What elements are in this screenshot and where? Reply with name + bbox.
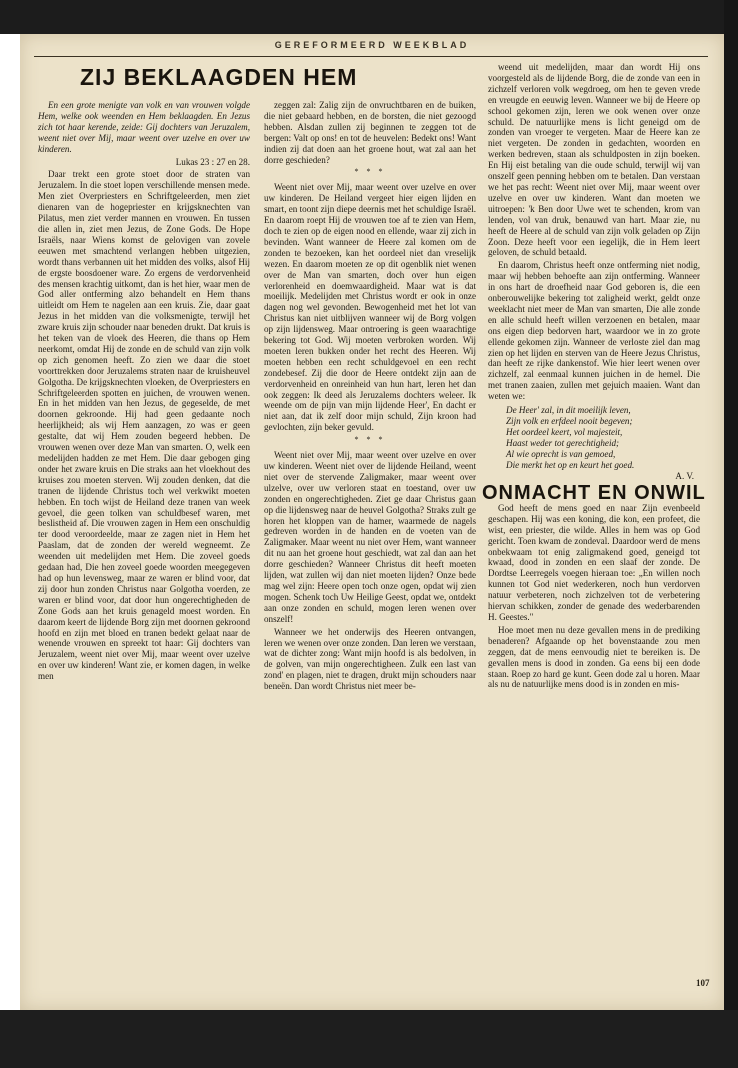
column-2 (264, 100, 476, 694)
paragraph: Wanneer we het onderwijs des Heeren ontvangen, leren we wenen over onze zonden. Dan leren we verstaan, wat de dichter zong: Want mijn hoofd is als bedolven, in de golven, van mijn ongerechtigheen. Zulk een last van zond' en plagen, niet te dragen, drukt mijn schouders naar beneën. Dan wordt Christus niet meer be- (264, 626, 476, 692)
paragraph: zeggen zal: Zalig zijn de onvruchtbaren en de buiken, die niet gebaard hebben, en de borsten, die niet gezoogd hebben. Alsdan zullen zij beginnen te zeggen tot de bergen: Valt op ons! en tot de heuvelen: Bedekt ons! Want indien zij dat doen aan het groene hout, wat zal aan het dorre geschieden? (264, 100, 476, 165)
scan-top-border (0, 0, 738, 34)
poem (506, 405, 700, 471)
page-number: 107 (696, 978, 710, 988)
paragraph: Hoe moet men nu deze gevallen mens in de prediking benaderen? Afgaande op het bovenstaande zou men zeggen, dat de mens eenvoudig niet te bereiken is. De gevallen mens is dood in zonden. Ga eens bij een dode staan. Roep zo hard ge kunt. Geen dode zal u horen. Maar als nu de natuurlijke mens dood is in zonden en mis- (488, 624, 700, 690)
author-signature: A. V. (675, 471, 694, 482)
paragraph: Weent niet over Mij, maar weent over uzelve en over uw kinderen. De Heiland vergeet hier eigen lijden en smart, en toont zijn diepe deernis met het schuldige Israël. En daarom roept Hij de vrouwen toe af te zien van Hem, doch te zien op de eigen nood en ellende, waar zij zich in bevinden. Want wanneer de Heere zal komen om de zonden te bezoeken, kan het oordeel niet dan vreselijk wezen. En daarom moeten ze op dit ogenblik niet wenen over de Man van smarten, doch over hun eigen verlorenheid en doemwaardigheid. Maar wat is dat moeilijk. Medelijden met Christus wordt er ook in onze dagen nog wel gevonden. Bewogenheid met het lot van Christus kan niet uitblijven wanneer wij de Borg volgen op zijn lijdensweg. Maar ontroering is geen waarachtige bekering tot God. Wij moeten verbroken worden. Wij moeten leren bukken onder het recht des Heeren. Wij moeten hebben een recht schuldgevoel en een recht zondebesef. Zij die door de Heere ontdekt zijn aan de verdorvenheid en onreinheid van hun hart, leren het dan ook zeggen: Ik deed als Jeruzalems dochters weleer. Ik weende om de pijn van mijn lijdende Heer', En dacht er niet aan, dat ik zelf door mijn schuld, Zijn kroon had gevlochten, zijn beker gevuld. (264, 182, 476, 433)
running-head: GEREFORMEERD WEEKBLAD (274, 40, 470, 50)
section-separator: * * * (354, 167, 386, 177)
poem-line: Haast weder tot gerechtigheid; (506, 438, 620, 449)
paragraph: Daar trekt een grote stoet door de straten van Jeruzalem. In die stoet lopen verschillende mensen mede. Men ziet Overpriesters en Schriftgeleerden, men ziet dienaren van de hogepriester en krijgsknechten van Pilatus, men ziet verder mannen en vrouwen. En tussen die allen in, ziet men Jezus, de Zone Gods. De Hope Israëls, naar Wiens komst de gelovigen van zovele eeuwen met smachtend verlangen hebben uitgezien, wordt thans verbannen uit het midden des volks, alsof Hij de ergste boosdoener ware. Zo ergens de verdorvenheid des mensen krachtig uitkomt, dan is het hier, waar men de God aller ontferming alzo behandelt en Hem thans uitleidt om Hem te nagelen aan een kruis. Zie, daar gaat Jezus in het midden van die volksmenigte, terwijl het zware kruis zijn schouder naar beneden drukt. Dat kruis is het teken van de vloek des Heeren, die thans op Hem neerkomt, omdat Hij de zonde en de schuld van zijn volk op zich genomen heeft. Zo zien we daar die stoet voorttrekken door Jeruzalems straten naar de kruisheuvel Golgotha. De krijgsknechten vloeken, de Overpriesters en Schriftgeleerden spotten en juichen, de vrouwen wenen. En in het midden van hen Jezus, de gegeselde, de met doornen gekroonde. Hij had geen gedaante noch heerlijkheid; als wij Hem aanzagen, zo was er geen gestalte, dat wij Hem zouden begeerd hebben. De vrouwen wenen over deze Man van smarten. O, welk een medelijden hadden ze met Hem. Die daar gebogen ging onder het zware kruis en Die straks aan het vloekhout des kruises zou moeten sterven. Wij zouden denken, dat die tranen de lijdende Christus toch wel verkwikt moeten hebben. En toch wijst de Heiland deze tranen van week gevoel, die geen tolken van schuldbesef waren, met beslistheid af. Die vrouwen zagen in Hem een onschuldig ter dood veroordeelde, maar ze zagen niet in Hem het Paaslam, dat de zonden der wereld wegneemt. Ze weenden uit medelijden met Hem. Die zoveel goeds gedaan had, Die hen zoveel goede woorden meegegeven had op hun levensweg, maar ze waren er blind voor, dat zij door hun zonden Christus naar Golgotha voerden, ze waren er blind voor, dat door hun ongerechtigheden de Zone Gods aan het kruis genageld moest worden. En daarom keert de lijdende Borg zijn met doornen gekroond hoofd en zijn met bloed en tranen bedekt gelaat naar de wenende vrouwen en spreekt tot haar: Gij dochters van Jeruzalem, weent niet over Mij, maar weent over uzelve en over uw kinderen! Want zie, er komen dagen, in welke men (38, 169, 250, 682)
article-title: ZIJ BEKLAAGDEN HEM (80, 64, 358, 90)
header-rule (34, 56, 708, 57)
scripture-reference: Lukas 23 : 27 en 28. (175, 156, 250, 167)
poem-line: Zijn volk en erfdeel nooit begeven; (506, 416, 633, 427)
poem-line: De Heer' zal, in dit moeilijk leven, (506, 405, 631, 416)
section-separator: * * * (354, 435, 386, 445)
paragraph: weend uit medelijden, maar dan wordt Hij ons voorgesteld als de lijdende Borg, die de zonde van een in zichzelf verloren volk wegdroeg, om hen te geven vrede en vreugde en eeuwig leven. Wanneer we bij de Heere op school gekomen zijn, leren we ook wenen over onze schuld. De natuurlijke mens is licht geneigd om de zonden van vroeger te vergeten. Maar de Heere kan ze niet vergeten. De zonden in gedachten, woorden en werken bedreven, staan als schuldposten in zijn boeken. En Hij eist betaling van die oude schuld, terwijl wij van onszelf geen penning hebben om te betalen. Dan verstaan we het pas recht: Weent niet over Mij, maar weent over uzelve en over uw kinderen. Want dan moeten we uitroepen: 'k Ben door Uwe wet te schenden, krom van lenden, vol van druk, benauwd van hart. Maar zie, nu heeft de Heere al de schuld van zijn volk geladen op Zijn Zoon. Deze heeft voor een iegelijk, die in Hem leert geloven, de schuld betaald. (488, 62, 700, 258)
magazine-page (20, 34, 724, 1010)
poem-line: Die merkt het op en keurt het goed. (506, 460, 635, 471)
paragraph: En daarom, Christus heeft onze ontferming niet nodig, maar wij hebben behoefte aan zijn ontferming. Wanneer in ons hart de droefheid naar God geboren is, die een onberouwelijke bekering tot zaligheid werkt, geldt onze weeklacht niet meer de Man van smarten, Die alle zonde en alle schuld heeft willen verzoenen en betalen, maar ons eigen diep bedorven hart, waardoor we in zo grote ellende gekomen zijn. Wanneer de verloste ziel dan mag zien op het lijden en sterven van de Heere Jezus Christus, dan heeft ze rijke dankenstof. Wie hier leert wenen over zichzelf, zal eenmaal kunnen juichen in de hemel. Die met tranen zaaien, zullen met gejuich maaien. Want dan weten we: (488, 260, 700, 402)
scan-bottom-border (0, 1010, 738, 1068)
paragraph: God heeft de mens goed en naar Zijn evenbeeld geschapen. Hij was een koning, die kon, een profeet, die wist, een priester, die wilde. Alles in hem was op God gericht. Toen kwam de zondeval. Daardoor werd de mens onbekwaam tot enig zaligmakend goed, geneigd tot kwaad, dood in zonden en een slaaf der zonde. De Dordtse Leerregels voegen hieraan toe: „En willen noch kunnen tot God niet wederkeren, noch hun verdorven natuur verbeteren, noch zichzelven tot de verbetering hiervan schikken, zonder de genade des wederbarenden H. Geestes." (488, 502, 700, 622)
scan-right-border (724, 0, 738, 1068)
column-3 (482, 62, 706, 692)
poem-line: Al wie oprecht is van gemoed, (506, 449, 616, 460)
paragraph: Weent niet over Mij, maar weent over uzelve en over uw kinderen. Weent niet over de lijdende Heiland, weent niet over de stervende Zaligmaker, maar weent over ulzelve, over uw verloren staat en toestand, over uw zonden en ongerechtigheden. Ziet ge daar Christus gaan op die lijdensweg naar de heuvel Golgotha? Straks zult ge horen het kloppen van de hamer, waarmede de nagels gedreven worden in de handen en de voeten van de Zaligmaker. Maar weent nu niet over Hem, want wanneer dit nu aan het groene hout geschiedt, wat zal dan aan het dorre geschieden? Wanneer Christus dit heeft moeten lijden, wat zullen wij dan niet moeten lijden? Onze bede mag wel zijn: Heere open toch onze ogen, opdat wij zien mogen. Schenk toch Uw Heilige Geest, opdat we, ontdekt aan onze zonden en schuld, mogen leren wenen over onszelf! (264, 450, 476, 624)
epigraph: En een grote menigte van volk en van vrouwen volgde Hem, welke ook weenden en Hem beklaagden. En Jezus zich tot haar kerende, zeide: Gij dochters van Jeruzalem, weent niet over Mij, maar weent over uzelve en over uw kinderen. (38, 100, 250, 154)
poem-line: Het oordeel keert, vol majesteit, (506, 427, 623, 438)
column-1 (38, 100, 250, 684)
second-article-title: ONMACHT EN ONWIL (482, 482, 706, 504)
